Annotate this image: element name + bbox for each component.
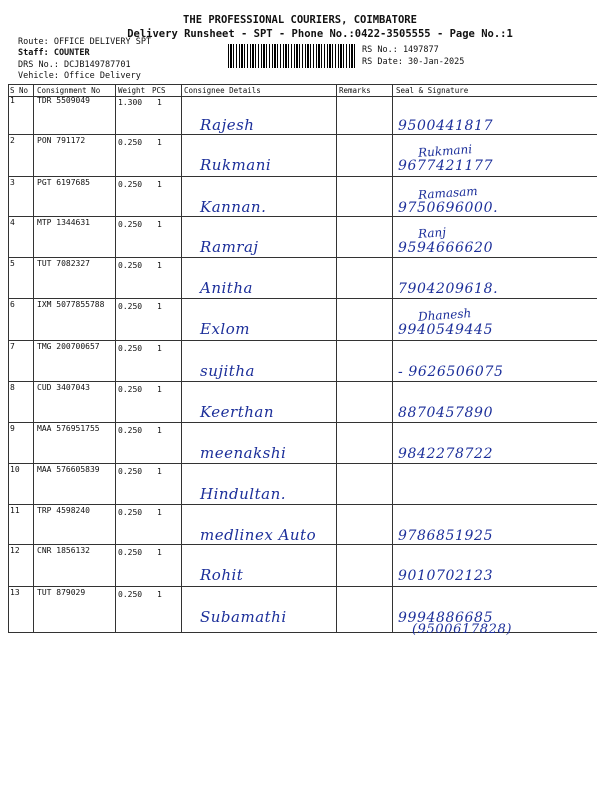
row-weight: 0.250 — [118, 590, 143, 599]
row-consignment: TRP 4598240 — [37, 506, 90, 515]
row-weight: 0.250 — [118, 180, 143, 189]
row-consignee: Ramraj — [200, 238, 259, 256]
row-consignee: Rajesh — [200, 116, 255, 134]
drs-number: DRS No.: DCJB149787701 — [18, 60, 131, 70]
row-consignee: meenakshi — [200, 444, 287, 462]
row-weight: 0.250 — [118, 385, 143, 394]
col-remarks: Remarks — [339, 86, 371, 95]
row-weight: 0.250 — [118, 261, 143, 270]
row-sno: 5 — [10, 259, 15, 268]
staff-label: Staff: COUNTER — [18, 48, 90, 58]
row-pcs: 1 — [157, 261, 162, 270]
row-weight: 0.250 — [118, 344, 143, 353]
row-sno: 10 — [10, 465, 20, 474]
row-sign-phone: 9750696000. — [398, 200, 499, 216]
row-sign-phone: 9677421177 — [398, 158, 494, 174]
row-consignment: PGT 6197685 — [37, 178, 90, 187]
row-sno: 13 — [10, 588, 20, 597]
row-sign-phone: 8870457890 — [398, 405, 494, 421]
runsheet-table — [8, 84, 597, 632]
col-consignee: Consignee Details — [184, 86, 261, 95]
row-consignee: Exlom — [200, 320, 250, 338]
row-sno: 11 — [10, 506, 20, 515]
row-sign-name: Rukmani — [417, 142, 473, 160]
row-consignment: MAA 576951755 — [37, 424, 100, 433]
row-weight: 0.250 — [118, 220, 143, 229]
barcode — [228, 44, 356, 68]
company-title: THE PROFESSIONAL COURIERS, COIMBATORE — [183, 14, 417, 26]
row-sno: 3 — [10, 178, 15, 187]
row-consignee: Rohit — [200, 566, 244, 584]
rs-number: RS No.: 1497877 — [362, 45, 439, 55]
row-consignee: Kannan. — [200, 198, 267, 216]
col-signature: Seal & Signature — [396, 86, 469, 95]
row-sign-phone: 9994886685 — [398, 610, 494, 626]
row-weight: 0.250 — [118, 426, 143, 435]
col-pcs: PCS — [152, 86, 166, 95]
row-pcs: 1 — [157, 98, 162, 107]
extra-phone: (9500617828) — [412, 622, 513, 637]
row-sign-phone: 9594666620 — [398, 240, 494, 256]
row-pcs: 1 — [157, 548, 162, 557]
row-sign-phone: 9010702123 — [398, 568, 494, 584]
row-consignment: TMG 200700657 — [37, 342, 100, 351]
row-sno: 2 — [10, 136, 15, 145]
row-consignment: PON 791172 — [37, 136, 86, 145]
row-consignment: TDR 5509049 — [37, 96, 90, 105]
row-consignment: CUD 3407043 — [37, 383, 90, 392]
row-sno: 1 — [10, 96, 15, 105]
row-sign-phone: 9786851925 — [398, 528, 494, 544]
vehicle-label: Vehicle: Office Delivery — [18, 71, 141, 81]
row-sno: 6 — [10, 300, 15, 309]
rs-date: RS Date: 30-Jan-2025 — [362, 57, 465, 67]
row-sign-name: Ramasam — [417, 183, 479, 203]
row-sign-name: Dhanesh — [417, 306, 472, 324]
row-pcs: 1 — [157, 426, 162, 435]
row-consignee: medlinex Auto — [200, 526, 317, 544]
row-weight: 0.250 — [118, 302, 143, 311]
row-pcs: 1 — [157, 180, 162, 189]
row-consignee: Hindultan. — [200, 485, 286, 503]
row-consignment: TUT 7082327 — [37, 259, 90, 268]
row-pcs: 1 — [157, 344, 162, 353]
row-sno: 7 — [10, 342, 15, 351]
row-consignment: MTP 1344631 — [37, 218, 90, 227]
row-sign-phone: 9940549445 — [398, 322, 494, 338]
row-pcs: 1 — [157, 385, 162, 394]
row-consignment: MAA 576605839 — [37, 465, 100, 474]
row-sign-phone: - 9626506075 — [398, 364, 504, 380]
col-sno: S No — [10, 86, 29, 95]
row-pcs: 1 — [157, 467, 162, 476]
row-sno: 9 — [10, 424, 15, 433]
row-sno: 12 — [10, 546, 20, 555]
row-pcs: 1 — [157, 138, 162, 147]
row-consignment: TUT 879029 — [37, 588, 86, 597]
row-sign-phone: 7904209618. — [398, 281, 499, 297]
row-sign-name: Ranj — [417, 225, 447, 241]
row-consignee: Subamathi — [200, 608, 287, 626]
row-weight: 0.250 — [118, 548, 143, 557]
runsheet-heading: Delivery Runsheet - SPT - Phone No.:0422-3505555 - Page No.:1 — [127, 28, 513, 40]
row-weight: 0.250 — [118, 138, 143, 147]
row-sign-phone: 9500441817 — [398, 118, 494, 134]
col-weight: Weight — [118, 86, 146, 95]
row-pcs: 1 — [157, 302, 162, 311]
col-consignment: Consignment No — [37, 86, 101, 95]
row-consignee: sujitha — [200, 362, 255, 380]
row-sign-phone: 9842278722 — [398, 446, 494, 462]
row-pcs: 1 — [157, 590, 162, 599]
route-label: Route: OFFICE DELIVERY SPT — [18, 37, 152, 47]
row-weight: 0.250 — [118, 467, 143, 476]
row-pcs: 1 — [157, 220, 162, 229]
row-consignee: Rukmani — [200, 156, 272, 174]
row-consignment: CNR 1856132 — [37, 546, 90, 555]
row-consignee: Keerthan — [200, 403, 275, 421]
row-pcs: 1 — [157, 508, 162, 517]
row-consignment: IXM 5077855788 — [37, 300, 105, 309]
row-sno: 8 — [10, 383, 15, 392]
row-weight: 1.300 — [118, 98, 143, 107]
row-weight: 0.250 — [118, 508, 143, 517]
row-consignee: Anitha — [200, 279, 253, 297]
row-sno: 4 — [10, 218, 15, 227]
